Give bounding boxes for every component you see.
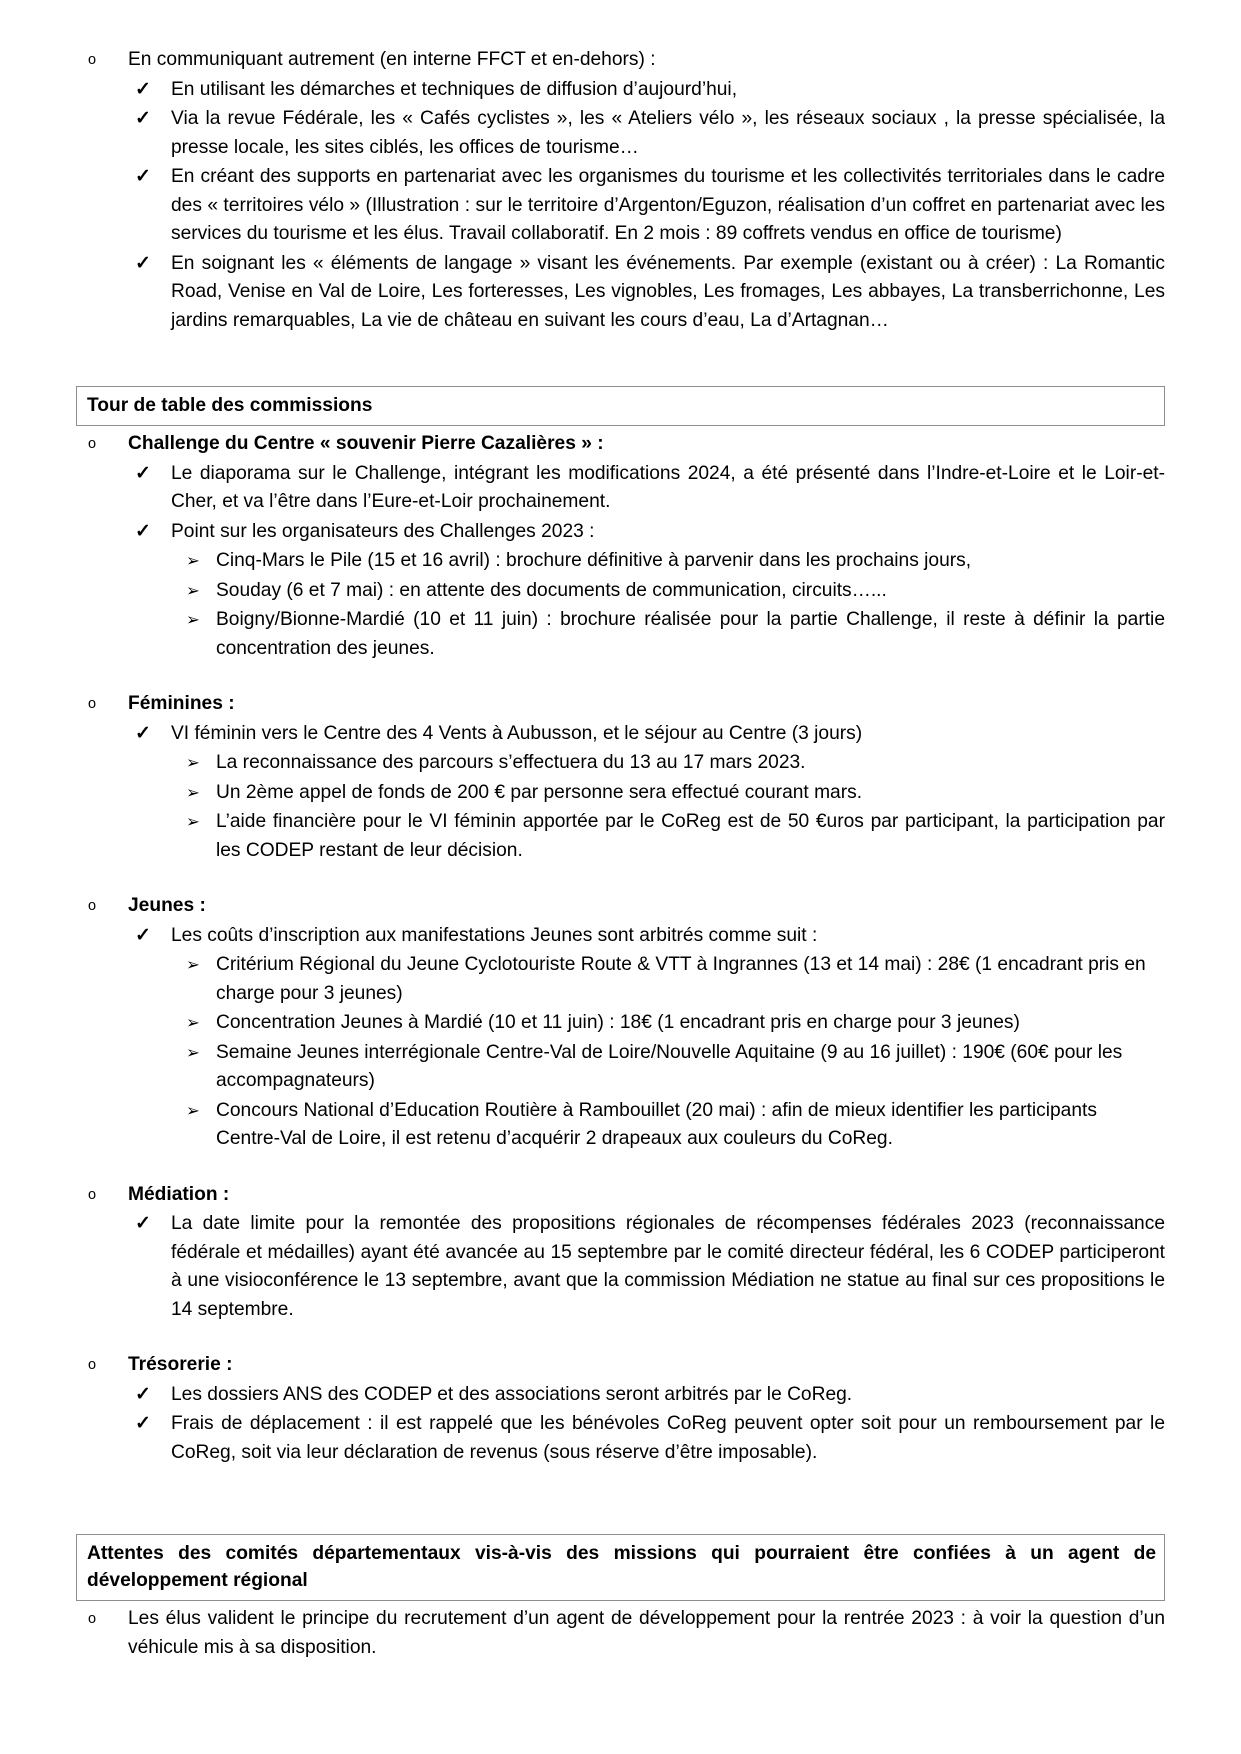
list-item: [134, 76, 1165, 105]
circle-bullet-icon: o: [88, 1611, 97, 1627]
commission-arrow-text: Concentration Jeunes à Mardié (10 et 11 juin) : 18€ (1 encadrant pris en charge pour 3 jeunes): [216, 1012, 1020, 1033]
circle-bullet-icon: o: [88, 436, 97, 452]
check-bullet-icon: ✓: [135, 252, 151, 274]
commission-check-text: Point sur les organisateurs des Challenges 2023 :: [171, 520, 595, 542]
list-item: [86, 892, 1165, 921]
circle-bullet-icon: o: [88, 1357, 97, 1373]
check-bullet-icon: ✓: [135, 108, 151, 129]
arrow-bullet-icon: ➢: [186, 1043, 200, 1062]
commission-check-text: Le diaporama sur le Challenge, intégrant les modifications 2024, a été présenté dans l’Indre-et-Loire et le Loir-et-Cher, et va l’être dans l’Eure-et-Loir prochainement.: [171, 462, 1165, 512]
arrow-bullet-icon: ➢: [186, 956, 200, 974]
list-item: [134, 460, 1165, 517]
list-item: [134, 105, 1165, 162]
list-item: [86, 1605, 1165, 1662]
list-item: [134, 1210, 1165, 1324]
list-item: [134, 250, 1165, 336]
list-item: [86, 690, 1165, 719]
check-bullet-icon: ✓: [135, 166, 151, 187]
commission-arrow-text: Un 2ème appel de fonds de 200 € par personne sera effectué courant mars.: [216, 781, 863, 803]
list-item: [86, 1351, 1165, 1380]
circle-bullet-icon: o: [88, 52, 97, 68]
commission-arrow-text: L’aide financière pour le VI féminin apportée par le CoReg est de 50 €uros par participant, la participation par les CODEP restant de leur décision.: [216, 811, 1165, 861]
list-item: [186, 606, 1165, 663]
intro-check-text: Via la revue Fédérale, les « Cafés cyclistes », les « Ateliers vélo », les réseaux sociaux , la presse spécialisée, la presse locale, les sites ciblés, les offices de tourisme…: [171, 108, 1165, 158]
spacer: [76, 1325, 1165, 1351]
check-bullet-icon: ✓: [135, 1413, 151, 1434]
spacer: [76, 336, 1165, 376]
list-item: [134, 720, 1165, 749]
list-item: [134, 1410, 1165, 1467]
commission-arrow-text: Boigny/Bionne-Mardié (10 et 11 juin) : brochure réalisée pour la partie Challenge, il reste à définir la partie concentration des jeunes.: [216, 609, 1165, 659]
list-item: [186, 1097, 1165, 1154]
arrow-bullet-icon: ➢: [186, 581, 200, 600]
commission-check-text: Frais de déplacement : il est rappelé que les bénévoles CoReg peuvent opter soit pour un remboursement par le CoReg, soit via leur déclaration de revenus (sous réserve d’être imposable).: [171, 1413, 1165, 1463]
commission-check-text: VI féminin vers le Centre des 4 Vents à Aubusson, et le séjour au Centre (3 jours): [171, 722, 863, 744]
section-title: Tour de table des commissions: [87, 395, 373, 416]
list-item: [186, 749, 1165, 778]
intro-lead-text: En communiquant autrement (en interne FFCT et en-dehors) :: [128, 49, 656, 70]
arrow-bullet-icon: ➢: [186, 552, 200, 570]
list-item: [86, 1181, 1165, 1210]
commission-title: Challenge du Centre « souvenir Pierre Cazalières » :: [128, 433, 604, 454]
commission-title: Médiation :: [128, 1183, 230, 1205]
intro-section: [76, 46, 1165, 335]
commissions-section: [76, 430, 1165, 1467]
circle-bullet-icon: o: [88, 898, 97, 914]
intro-check-text: En soignant les « éléments de langage » visant les événements. Par exemple (existant ou à créer) : La Romantic Road, Venise en Val de Loire, Les forteresses, Les vignobles, Les fromages, Les abbayes, La transberrichonne, Les jardins remarquables, La vie de château en suivant les cours d’eau, La d’Artagnan…: [171, 252, 1165, 331]
commission-title: Trésorerie :: [128, 1354, 233, 1375]
list-item: [186, 547, 1165, 576]
commission-arrow-text: Cinq-Mars le Pile (15 et 16 avril) : brochure définitive à parvenir dans les prochains jours,: [216, 550, 972, 571]
arrow-bullet-icon: ➢: [186, 611, 200, 629]
section-heading-box-commissions: [76, 386, 1165, 426]
arrow-bullet-icon: ➢: [186, 754, 200, 772]
circle-bullet-icon: o: [88, 1186, 97, 1203]
list-item: [86, 430, 1165, 459]
intro-check-text: En utilisant les démarches et techniques de diffusion d’aujourd’hui,: [171, 78, 738, 100]
list-item: [86, 46, 1165, 75]
commission-arrow-text: La reconnaissance des parcours s’effectuera du 13 au 17 mars 2023.: [216, 752, 806, 773]
spacer: [76, 664, 1165, 690]
check-bullet-icon: ✓: [135, 462, 151, 484]
spacer: [76, 1155, 1165, 1181]
commission-arrow-text: Concours National d’Education Routière à Rambouillet (20 mai) : afin de mieux identifier les participants Centre-Val de Loire, il est retenu d’acquérir 2 drapeaux aux couleurs du CoReg.: [216, 1099, 1097, 1149]
commission-arrow-text: Souday (6 et 7 mai) : en attente des documents de communication, circuits…...: [216, 579, 887, 601]
list-item: [186, 577, 1165, 606]
commission-title: Jeunes :: [128, 895, 206, 916]
check-bullet-icon: ✓: [135, 520, 151, 542]
spacer: [76, 1468, 1165, 1524]
list-item: [186, 1009, 1165, 1038]
arrow-bullet-icon: ➢: [186, 1014, 200, 1032]
list-item: [134, 518, 1165, 547]
attentes-section: [76, 1605, 1165, 1662]
list-item: [134, 1381, 1165, 1410]
commission-check-text: Les dossiers ANS des CODEP et des associations seront arbitrés par le CoReg.: [171, 1383, 853, 1405]
commission-title: Féminines :: [128, 693, 235, 714]
circle-bullet-icon: o: [88, 696, 97, 712]
commission-arrow-text: Critérium Régional du Jeune Cyclotouriste Route & VTT à Ingrannes (13 et 14 mai) : 28€ (1 encadrant pris en charge pour 3 jeunes): [216, 954, 1146, 1004]
commission-check-text: La date limite pour la remontée des propositions régionales de récompenses fédérales 2023 (reconnaissance fédérale et médailles) ayant été avancée au 15 septembre par le comité directeur fédéral, les 6 CODEP participeront à une visioconférence le 13 septembre, avant que la commission Médiation ne statue au final sur ces propositions le 14 septembre.: [171, 1213, 1165, 1320]
commission-check-text: Les coûts d’inscription aux manifestations Jeunes sont arbitrés comme suit :: [171, 924, 818, 946]
attentes-item-text: Les élus valident le principe du recrutement d’un agent de développement pour la rentrée 2023 : à voir la question d’un véhicule mis à sa disposition.: [128, 1608, 1165, 1658]
check-bullet-icon: ✓: [135, 78, 151, 100]
section-title: Attentes des comités départementaux vis-à-vis des missions qui pourraient être confiées à un agent de développement régional: [87, 1543, 1156, 1591]
list-item: [186, 808, 1165, 865]
list-item: [186, 951, 1165, 1008]
spacer: [76, 866, 1165, 892]
list-item: [134, 922, 1165, 951]
arrow-bullet-icon: ➢: [186, 813, 200, 831]
intro-check-text: En créant des supports en partenariat avec les organismes du tourisme et les collectivités territoriales dans le cadre des « territoires vélo » (Illustration : sur le territoire d’Argenton/Eguzon, réalisation d’un coffret en partenariat avec les services du tourisme et les élus. Travail collaboratif. En 2 mois : 89 coffrets vendus en office de tourisme): [171, 166, 1165, 244]
check-bullet-icon: ✓: [135, 924, 151, 946]
check-bullet-icon: ✓: [135, 722, 151, 744]
check-bullet-icon: ✓: [135, 1383, 151, 1405]
arrow-bullet-icon: ➢: [186, 1101, 200, 1120]
arrow-bullet-icon: ➢: [186, 783, 200, 802]
list-item: [186, 1039, 1165, 1096]
section-heading-box-attentes: [76, 1534, 1165, 1601]
check-bullet-icon: ✓: [135, 1213, 151, 1234]
list-item: [186, 779, 1165, 808]
commission-arrow-text: Semaine Jeunes interrégionale Centre-Val de Loire/Nouvelle Aquitaine (9 au 16 juillet) : 190€ (60€ pour les accompagnateurs): [216, 1041, 1123, 1091]
list-item: [134, 163, 1165, 249]
